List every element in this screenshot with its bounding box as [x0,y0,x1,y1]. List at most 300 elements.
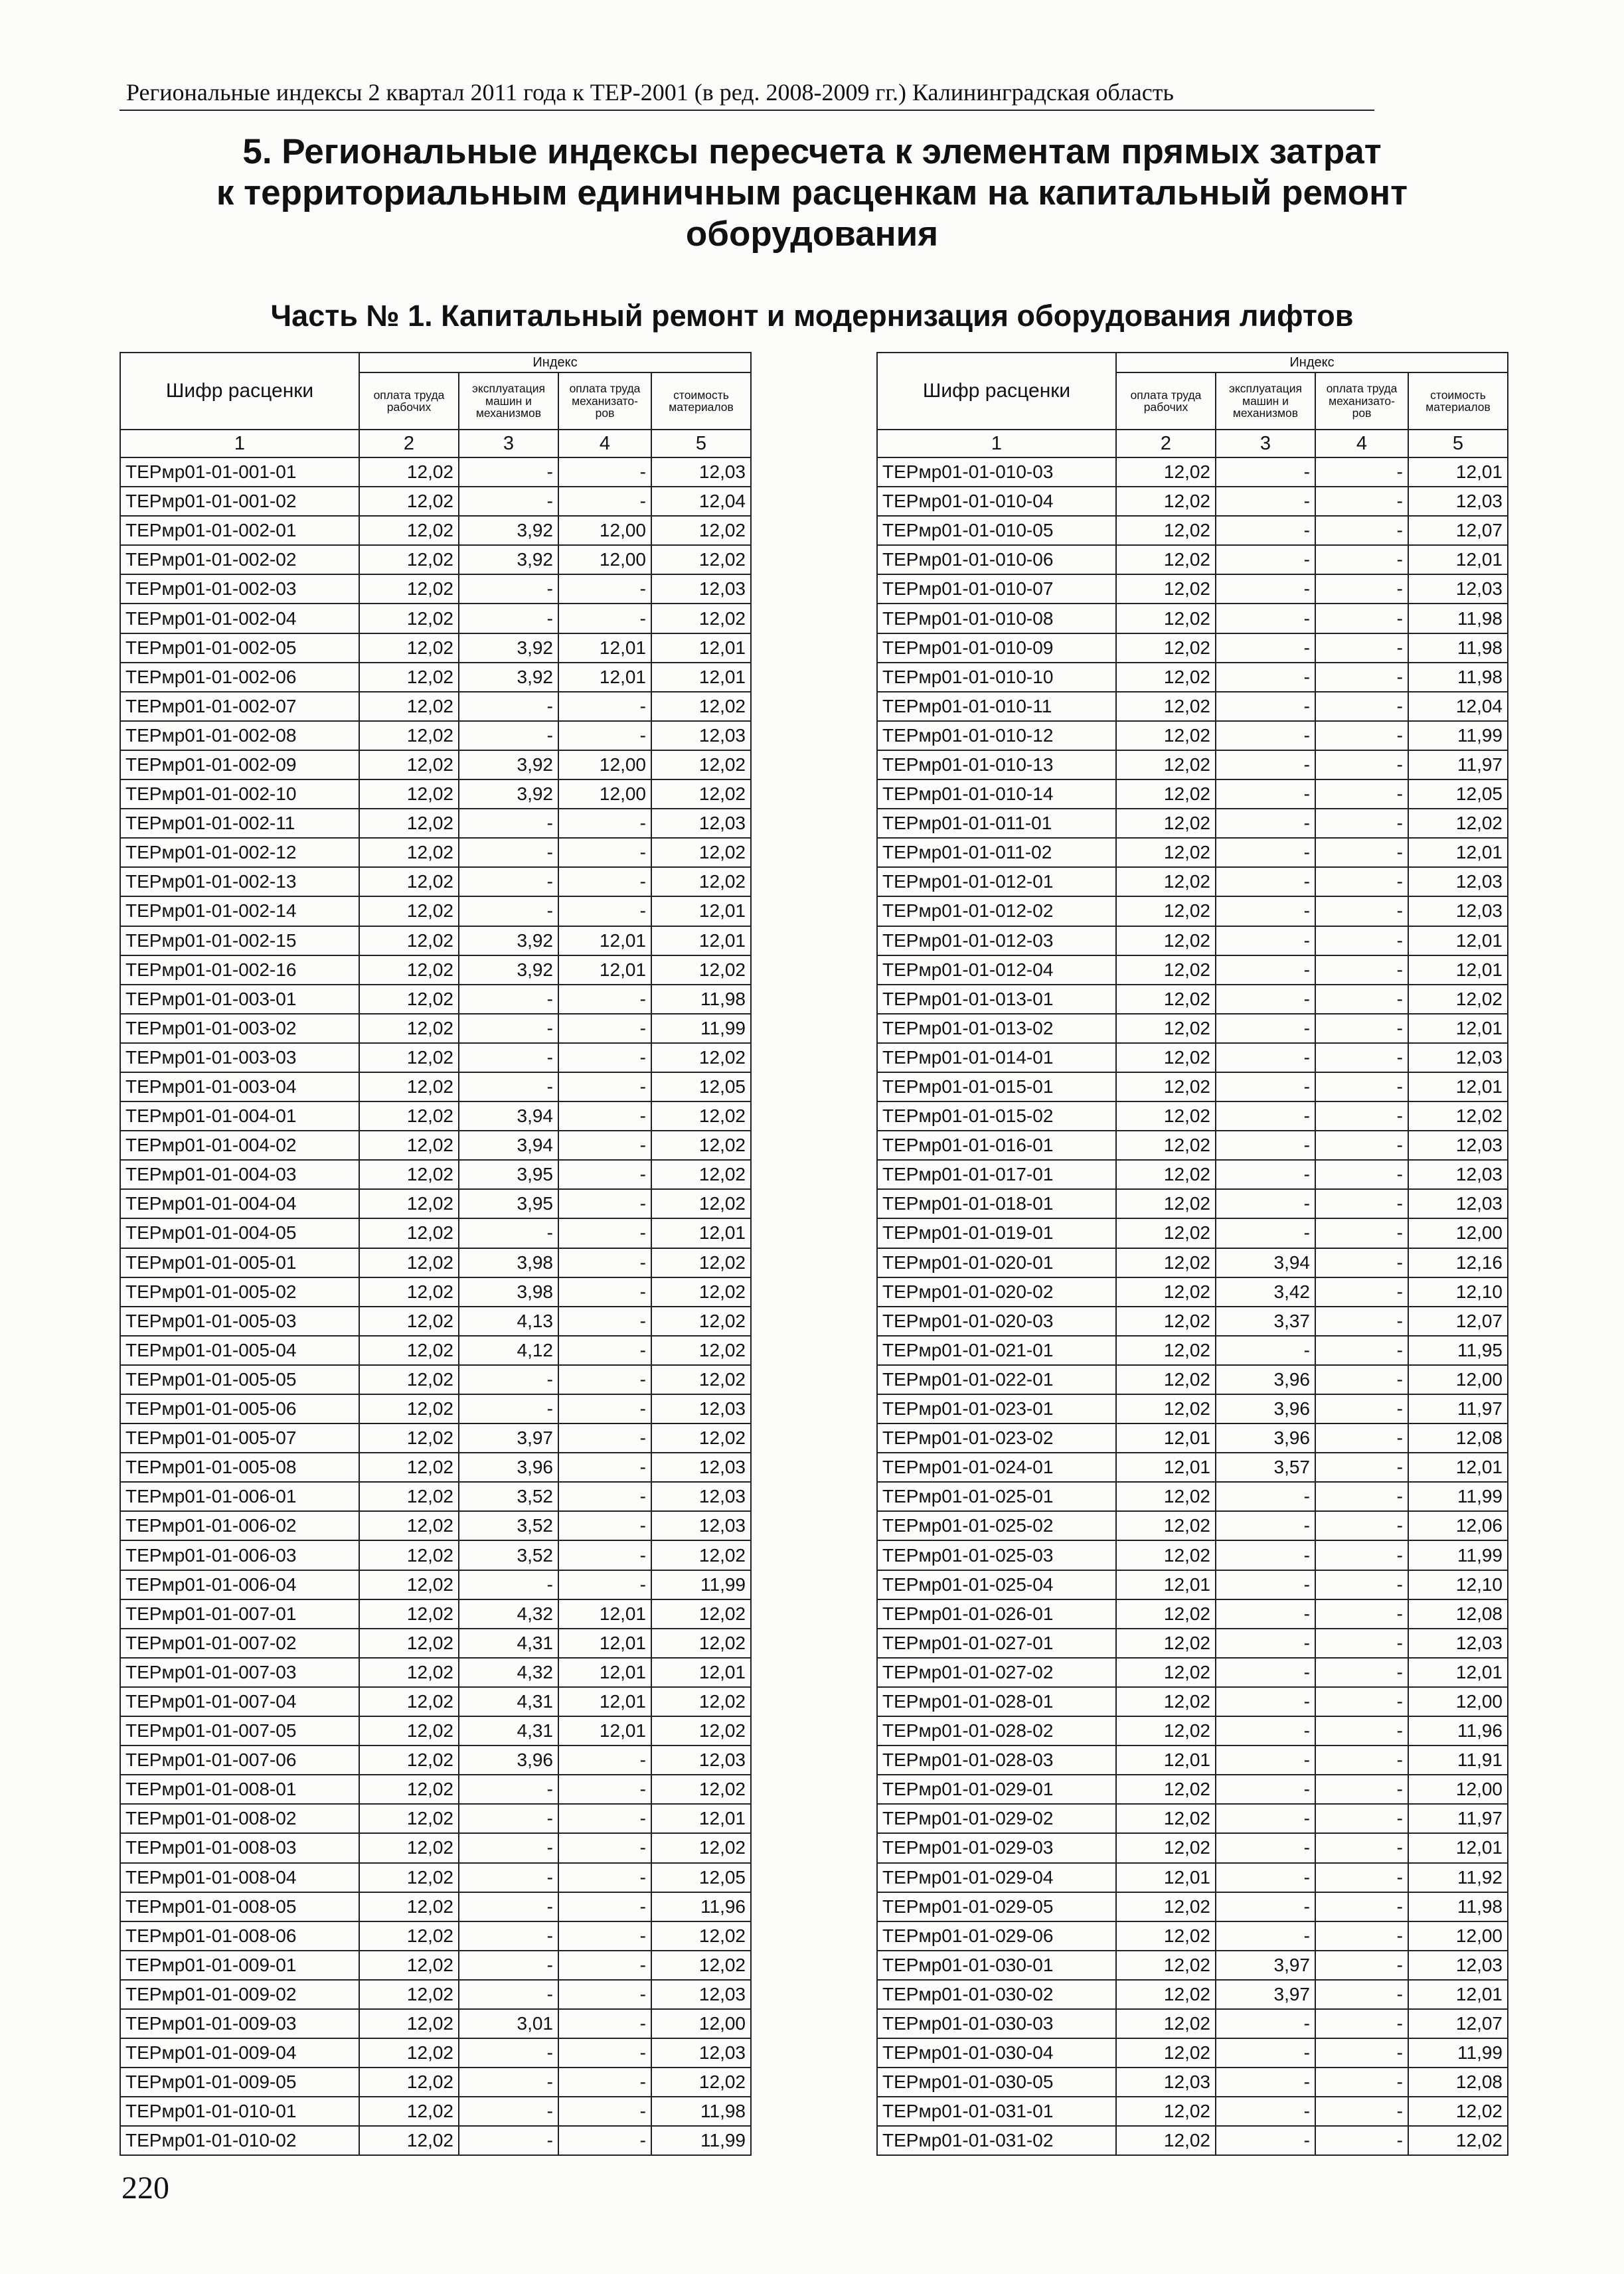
machines-index: - [1216,1775,1315,1804]
materials-index: 12,02 [651,779,751,809]
machines-index: - [1216,1570,1315,1599]
machines-index: - [1216,1043,1315,1072]
machines-index: - [1216,1218,1315,1248]
operators-index: 12,00 [558,750,651,779]
operators-index: - [1315,1014,1408,1043]
rate-code: ТЕРмр01-01-025-02 [877,1511,1116,1540]
materials-index: 12,07 [1408,1307,1508,1336]
machines-index: - [1216,663,1315,692]
rate-code: ТЕРмр01-01-022-01 [877,1365,1116,1394]
table-row [877,1863,1508,1892]
rate-code: ТЕРмр01-01-011-01 [877,809,1116,838]
labor-index: 12,02 [359,1921,459,1951]
column-number: 4 [558,430,651,457]
table-row [120,1160,751,1189]
machines-index: - [459,985,558,1014]
labor-index: 12,02 [1116,633,1216,663]
operators-index: - [558,1307,651,1336]
machines-index: - [459,1804,558,1833]
table-row [877,1892,1508,1921]
rate-code: ТЕРмр01-01-024-01 [877,1453,1116,1482]
table-row [120,896,751,926]
labor-index: 12,02 [1116,1951,1216,1980]
operators-index: - [1315,1775,1408,1804]
machines-index: 3,92 [459,926,558,955]
machines-index: - [1216,457,1315,487]
labor-index: 12,02 [1116,1921,1216,1951]
rate-code: ТЕРмр01-01-028-01 [877,1687,1116,1716]
labor-index: 12,02 [359,896,459,926]
table-row [877,1423,1508,1453]
operators-index: 12,01 [558,1599,651,1629]
materials-index: 12,08 [1408,1599,1508,1629]
table-row [877,1453,1508,1482]
table-row [877,721,1508,750]
materials-index: 11,96 [1408,1716,1508,1746]
operators-index: - [1315,809,1408,838]
column-number: 2 [359,430,459,457]
rate-code: ТЕРмр01-01-030-05 [877,2068,1116,2097]
labor-index: 12,02 [359,721,459,750]
materials-index: 12,02 [651,1921,751,1951]
main-title-line-3: оборудования [685,214,939,254]
materials-index: 12,02 [651,1131,751,1160]
machines-index: - [1216,516,1315,545]
operators-index: - [1315,1921,1408,1951]
rate-code: ТЕРмр01-01-003-01 [120,985,359,1014]
rate-code: ТЕРмр01-01-020-02 [877,1277,1116,1307]
machines-index: - [1216,692,1315,721]
rate-code: ТЕРмр01-01-012-01 [877,867,1116,896]
operators-index: - [1315,2097,1408,2126]
table-row [120,838,751,867]
materials-index: 12,00 [1408,1687,1508,1716]
labor-index: 12,02 [359,1043,459,1072]
operators-index: - [1315,1511,1408,1540]
labor-index: 12,02 [359,1658,459,1687]
rate-code: ТЕРмр01-01-023-01 [877,1394,1116,1423]
table-row [120,1014,751,1043]
materials-index: 12,02 [651,1248,751,1277]
materials-index: 11,99 [651,1014,751,1043]
operators-index: - [558,1570,651,1599]
operators-index: - [1315,1540,1408,1570]
table-row [877,1365,1508,1394]
machines-index: - [1216,1804,1315,1833]
materials-index: 12,02 [651,1833,751,1862]
materials-index: 12,02 [1408,1101,1508,1131]
operators-index: - [1315,1951,1408,1980]
table-row [120,1131,751,1160]
operators-index: 12,01 [558,955,651,985]
materials-index: 12,02 [1408,2097,1508,2126]
materials-index: 12,06 [1408,1511,1508,1540]
operators-index: - [558,1336,651,1365]
operators-index: - [1315,1248,1408,1277]
labor-index: 12,02 [1116,779,1216,809]
operators-index: - [558,1394,651,1423]
labor-index: 12,02 [359,1277,459,1307]
materials-index: 12,02 [651,1189,751,1218]
page-number: 220 [122,2170,169,2206]
operators-index: - [1315,1394,1408,1423]
materials-index: 12,00 [1408,1921,1508,1951]
machines-index: - [459,838,558,867]
machines-index: 3,92 [459,750,558,779]
rate-code: ТЕРмр01-01-007-06 [120,1746,359,1775]
table-body [120,457,751,2155]
rate-code: ТЕРмр01-01-002-11 [120,809,359,838]
rate-code: ТЕРмр01-01-020-03 [877,1307,1116,1336]
rate-code: ТЕРмр01-01-023-02 [877,1423,1116,1453]
labor-index: 12,02 [1116,1716,1216,1746]
table-row [120,1833,751,1862]
operators-index: - [1315,1892,1408,1921]
labor-index: 12,02 [1116,1365,1216,1394]
table-row [877,1160,1508,1189]
materials-index: 12,02 [651,1365,751,1394]
operators-index: - [558,1365,651,1394]
machines-index: 4,31 [459,1629,558,1658]
materials-index: 12,01 [1408,838,1508,867]
table-row [120,663,751,692]
labor-index: 12,02 [1116,926,1216,955]
materials-index: 12,03 [651,574,751,604]
operators-index: - [1315,545,1408,574]
rate-code: ТЕРмр01-01-002-09 [120,750,359,779]
labor-index: 12,02 [359,1716,459,1746]
rate-code: ТЕРмр01-01-008-02 [120,1804,359,1833]
rate-code: ТЕРмр01-01-006-03 [120,1540,359,1570]
table-row [120,1453,751,1482]
labor-index: 12,02 [1116,809,1216,838]
table-row [120,1511,751,1540]
table-row [877,487,1508,516]
rates-table-right [876,352,1508,2156]
machines-index: - [459,2068,558,2097]
column-number: 1 [120,430,359,457]
operators-index: - [1315,1218,1408,1248]
materials-index: 11,97 [1408,750,1508,779]
rate-code: ТЕРмр01-01-018-01 [877,1189,1116,1218]
operators-index: 12,00 [558,779,651,809]
machines-index: - [1216,2009,1315,2038]
table-row [877,750,1508,779]
operators-index: - [1315,457,1408,487]
machines-index: - [1216,1101,1315,1131]
labor-index: 12,02 [1116,1394,1216,1423]
labor-index: 12,02 [1116,867,1216,896]
operators-index: - [558,1423,651,1453]
labor-index: 12,02 [1116,663,1216,692]
rate-code: ТЕРмр01-01-005-08 [120,1453,359,1482]
labor-index: 12,02 [1116,1336,1216,1365]
rate-code: ТЕРмр01-01-007-01 [120,1599,359,1629]
table-row [120,2038,751,2068]
labor-index: 12,02 [1116,2009,1216,2038]
table-row [120,1863,751,1892]
machines-index: - [459,867,558,896]
machines-index: - [1216,1014,1315,1043]
table-row [877,574,1508,604]
table-row [120,1599,751,1629]
machines-index: - [1216,1160,1315,1189]
operators-index: - [558,1511,651,1540]
machines-index: - [459,721,558,750]
table-row [877,809,1508,838]
operators-index: 12,01 [558,1658,651,1687]
operators-index: - [1315,516,1408,545]
machines-index: 3,94 [459,1131,558,1160]
column-number: 2 [1116,430,1216,457]
labor-index: 12,02 [1116,545,1216,574]
materials-index: 12,07 [1408,2009,1508,2038]
rate-code: ТЕРмр01-01-002-16 [120,955,359,985]
rate-code: ТЕРмр01-01-010-12 [877,721,1116,750]
operators-index: - [558,487,651,516]
materials-index: 12,02 [651,838,751,867]
table-row [877,1629,1508,1658]
table-row [877,545,1508,574]
materials-index: 11,96 [651,1892,751,1921]
materials-index: 12,08 [1408,1423,1508,1453]
materials-index: 12,01 [1408,1014,1508,1043]
machines-index: - [1216,1687,1315,1716]
rate-code: ТЕРмр01-01-004-03 [120,1160,359,1189]
labor-index: 12,02 [359,692,459,721]
header-code: Шифр расценки [877,353,1116,430]
machines-index: 3,92 [459,545,558,574]
operators-index: - [1315,1307,1408,1336]
rate-code: ТЕРмр01-01-026-01 [877,1599,1116,1629]
labor-index: 12,02 [359,2097,459,2126]
operators-index: 12,00 [558,516,651,545]
materials-index: 12,02 [651,692,751,721]
rate-code: ТЕРмр01-01-002-13 [120,867,359,896]
header-code: Шифр расценки [120,353,359,430]
table-row [877,1277,1508,1307]
header-labor: оплата труда рабочих [359,372,459,430]
labor-index: 12,02 [1116,1014,1216,1043]
operators-index: - [558,896,651,926]
table-row [120,1365,751,1394]
table-row [120,1072,751,1101]
labor-index: 12,02 [359,1365,459,1394]
materials-index: 12,02 [1408,985,1508,1014]
materials-index: 11,98 [651,985,751,1014]
materials-index: 12,03 [1408,1043,1508,1072]
table-row [120,1746,751,1775]
labor-index: 12,02 [359,1863,459,1892]
labor-index: 12,02 [1116,1072,1216,1101]
labor-index: 12,02 [359,2038,459,2068]
operators-index: - [558,1892,651,1921]
header-operators: оплата труда механизато- ров [1315,372,1408,430]
rate-code: ТЕРмр01-01-007-02 [120,1629,359,1658]
materials-index: 11,98 [651,2097,751,2126]
operators-index: - [558,2009,651,2038]
rate-code: ТЕРмр01-01-029-02 [877,1804,1116,1833]
labor-index: 12,02 [359,1218,459,1248]
operators-index: - [1315,574,1408,604]
materials-index: 12,00 [1408,1218,1508,1248]
rate-code: ТЕРмр01-01-010-07 [877,574,1116,604]
table-row [120,1716,751,1746]
operators-index: - [1315,1072,1408,1101]
operators-index: - [558,985,651,1014]
machines-index: 3,94 [459,1101,558,1131]
materials-index: 12,01 [1408,545,1508,574]
machines-index: - [1216,1629,1315,1658]
labor-index: 12,02 [359,1892,459,1921]
operators-index: - [558,1921,651,1951]
machines-index: - [459,604,558,633]
materials-index: 12,03 [651,2038,751,2068]
rate-code: ТЕРмр01-01-029-01 [877,1775,1116,1804]
rate-code: ТЕРмр01-01-002-10 [120,779,359,809]
table-row [877,1336,1508,1365]
materials-index: 12,03 [651,721,751,750]
operators-index: - [1315,1423,1408,1453]
machines-index: - [1216,1746,1315,1775]
rate-code: ТЕРмр01-01-002-03 [120,574,359,604]
table-row [877,633,1508,663]
labor-index: 12,02 [1116,1218,1216,1248]
header-materials: стоимость материалов [651,372,751,430]
labor-index: 12,02 [1116,1540,1216,1570]
machines-index: - [459,896,558,926]
rate-code: ТЕРмр01-01-005-03 [120,1307,359,1336]
rate-code: ТЕРмр01-01-006-01 [120,1482,359,1511]
operators-index: - [1315,867,1408,896]
machines-index: - [1216,1482,1315,1511]
labor-index: 12,02 [1116,721,1216,750]
rate-code: ТЕРмр01-01-027-01 [877,1629,1116,1658]
machines-index: - [459,692,558,721]
table-row [120,955,751,985]
machines-index: - [459,487,558,516]
materials-index: 12,03 [651,1394,751,1423]
materials-index: 12,02 [651,1423,751,1453]
machines-index: 3,92 [459,516,558,545]
operators-index: - [1315,2009,1408,2038]
machines-index: - [459,1014,558,1043]
materials-index: 12,03 [1408,574,1508,604]
machines-index: 3,97 [459,1423,558,1453]
operators-index: - [1315,926,1408,955]
materials-index: 12,02 [651,955,751,985]
materials-index: 12,04 [1408,692,1508,721]
machines-index: - [1216,1921,1315,1951]
rate-code: ТЕРмр01-01-029-05 [877,1892,1116,1921]
labor-index: 12,02 [359,1160,459,1189]
rate-code: ТЕРмр01-01-013-02 [877,1014,1116,1043]
labor-index: 12,02 [359,1482,459,1511]
labor-index: 12,02 [359,545,459,574]
labor-index: 12,02 [359,1540,459,1570]
rate-code: ТЕРмр01-01-015-02 [877,1101,1116,1131]
operators-index: - [558,1131,651,1160]
machines-index: 3,42 [1216,1277,1315,1307]
machines-index: - [1216,1072,1315,1101]
materials-index: 12,03 [1408,867,1508,896]
operators-index: - [1315,2126,1408,2155]
table-row [120,1423,751,1453]
table-row [877,2038,1508,2068]
labor-index: 12,02 [359,2126,459,2155]
materials-index: 12,02 [651,1599,751,1629]
machines-index: - [459,1365,558,1394]
table-row [877,604,1508,633]
rate-code: ТЕРмр01-01-010-09 [877,633,1116,663]
operators-index: - [558,2068,651,2097]
table-row [877,926,1508,955]
operators-index: - [1315,1716,1408,1746]
table-row [120,1248,751,1277]
operators-index: - [558,1775,651,1804]
labor-index: 12,02 [359,1804,459,1833]
rate-code: ТЕРмр01-01-007-05 [120,1716,359,1746]
table-row [120,1394,751,1423]
table-row [877,779,1508,809]
rate-code: ТЕРмр01-01-009-03 [120,2009,359,2038]
column-number: 1 [877,430,1116,457]
table-row [877,692,1508,721]
operators-index: - [1315,2038,1408,2068]
materials-index: 12,01 [1408,1453,1508,1482]
machines-index: 3,92 [459,663,558,692]
machines-index: - [1216,1833,1315,1862]
labor-index: 12,02 [359,1336,459,1365]
labor-index: 12,02 [359,516,459,545]
machines-index: - [459,1921,558,1951]
materials-index: 12,03 [651,1746,751,1775]
rates-table-left [120,352,752,2156]
machines-index: - [459,1892,558,1921]
running-head: Региональные индексы 2 квартал 2011 года к ТЕР-2001 (в ред. 2008-2009 гг.) Калининградская область [126,79,1174,106]
materials-index: 12,03 [651,457,751,487]
labor-index: 12,02 [359,1072,459,1101]
table-row [120,692,751,721]
machines-index: 3,52 [459,1540,558,1570]
materials-index: 12,00 [1408,1365,1508,1394]
table-row [877,1775,1508,1804]
rate-code: ТЕРмр01-01-006-02 [120,1511,359,1540]
machines-index: - [1216,809,1315,838]
table-row [120,516,751,545]
table-row [120,545,751,574]
operators-index: 12,01 [558,663,651,692]
operators-index: - [1315,2068,1408,2097]
table-row [877,1921,1508,1951]
rate-code: ТЕРмр01-01-013-01 [877,985,1116,1014]
table-row [120,1892,751,1921]
table-row [120,1687,751,1716]
table-row [877,663,1508,692]
rate-code: ТЕРмр01-01-008-06 [120,1921,359,1951]
rate-code: ТЕРмр01-01-007-04 [120,1687,359,1716]
rate-code: ТЕРмр01-01-001-02 [120,487,359,516]
materials-index: 12,01 [651,1218,751,1248]
labor-index: 12,02 [1116,1511,1216,1540]
labor-index: 12,02 [1116,985,1216,1014]
machines-index: - [459,1218,558,1248]
machines-index: - [459,1570,558,1599]
table-row [877,1804,1508,1833]
labor-index: 12,02 [359,809,459,838]
rate-code: ТЕРмр01-01-007-03 [120,1658,359,1687]
rate-code: ТЕРмр01-01-030-03 [877,2009,1116,2038]
